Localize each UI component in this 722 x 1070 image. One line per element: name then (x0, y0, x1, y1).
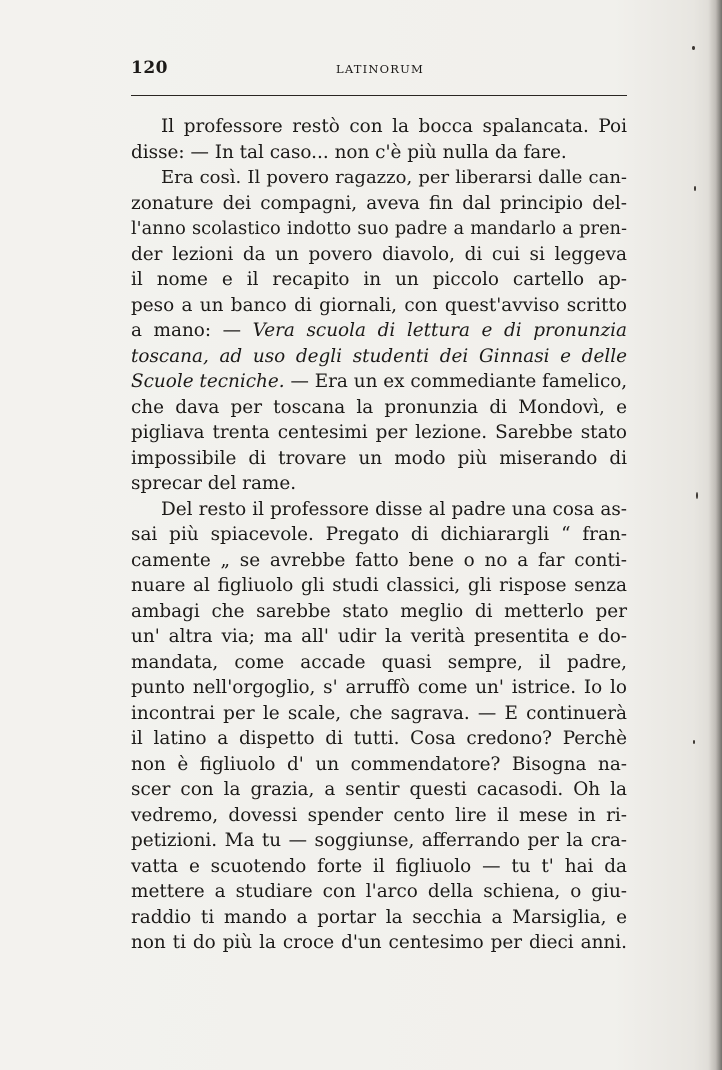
text-line (131, 318, 627, 344)
ink-speck (694, 186, 696, 191)
text-line: non ti do più la croce d'un centesimo per dieci anni. (131, 932, 627, 953)
text-line: Il professore restò con la bocca spalancata. Poi (161, 116, 627, 137)
text-line: impossibile di trovare un modo più miserando di (131, 447, 627, 469)
page-header (131, 56, 629, 84)
text-line (131, 344, 627, 370)
text-line: l'anno scolastico indotto suo padre a mandarlo a pren- (131, 218, 627, 239)
text-line: Era così. Il povero ragazzo, per liberarsi dalle can- (161, 167, 627, 188)
italic-notice: toscana, ad uso degli studenti dei Ginnasi e delle (131, 345, 627, 367)
text-line: nuare al figliuolo gli studi classici, gli rispose senza (131, 575, 627, 596)
text-line: sai più spiacevole. Pregato di dichiarargli “ fran- (131, 524, 627, 545)
text-line: pigliava trenta centesimi per lezione. Sarebbe stato (131, 422, 627, 443)
running-title: LATINORUM (336, 62, 424, 76)
text-line: il latino a dispetto di tutti. Cosa credono? Perchè (131, 728, 627, 749)
text-line: disse: — In tal caso... non c'è più nulla da fare. (131, 141, 567, 163)
text-line: petizioni. Ma tu — soggiunse, afferrando per la cra- (131, 830, 627, 851)
italic-notice: Scuole tecniche. (131, 371, 285, 392)
text-line: che dava per toscana la pronunzia di Mondovì, e (131, 396, 627, 418)
ink-speck (693, 740, 695, 744)
text-line: sprecar del rame. (131, 473, 297, 494)
text-line: der lezioni da un povero diavolo, di cui si leggeva (131, 243, 627, 265)
body-text (131, 114, 627, 956)
text-line (131, 369, 627, 395)
text-line: punto nell'orgoglio, s' arruffò come un' istrice. Io lo (131, 677, 627, 698)
header-rule (131, 95, 627, 96)
text-line: il nome e il recapito in un piccolo cartello ap- (131, 269, 627, 290)
ink-speck (692, 46, 695, 50)
text-line: Del resto il professore disse al padre una cosa as- (161, 498, 627, 520)
text-line: vatta e scuotendo forte il figliuolo — tu t' hai da (131, 855, 627, 877)
text-fragment: a mano: — (131, 320, 242, 341)
text-fragment: — Era un ex commediante famelico, (290, 371, 628, 392)
text-line: raddio ti mando a portar la secchia a Marsiglia, e (131, 906, 627, 928)
text-line: mandata, come accade quasi sempre, il padre, (131, 651, 627, 673)
text-line: vedremo, dovessi spender cento lire il mese in ri- (131, 804, 627, 826)
page-edge-shadow (708, 0, 722, 1070)
text-line: peso a un banco di giornali, con quest'avviso scritto (131, 294, 627, 316)
ink-speck (696, 492, 698, 499)
text-line: scer con la grazia, a sentir questi cacasodi. Oh la (131, 779, 627, 800)
text-line: camente „ se avrebbe fatto bene o no a far conti- (131, 549, 627, 571)
text-line: non è figliuolo d' un commendatore? Bisogna na- (131, 753, 627, 775)
page-number: 120 (131, 58, 168, 78)
italic-notice: Vera scuola di lettura e di pronunzia (252, 320, 627, 341)
text-line: un' altra via; ma all' udir la verità presentita e do- (131, 626, 627, 647)
text-line: mettere a studiare con l'arco della schiena, o giu- (131, 881, 627, 902)
text-line: incontrai per le scale, che sagrava. — E continuerà (131, 702, 627, 724)
text-line: zonature dei compagni, aveva fin dal principio del- (131, 192, 627, 214)
text-line: ambagi che sarebbe stato meglio di metterlo per (131, 600, 627, 622)
